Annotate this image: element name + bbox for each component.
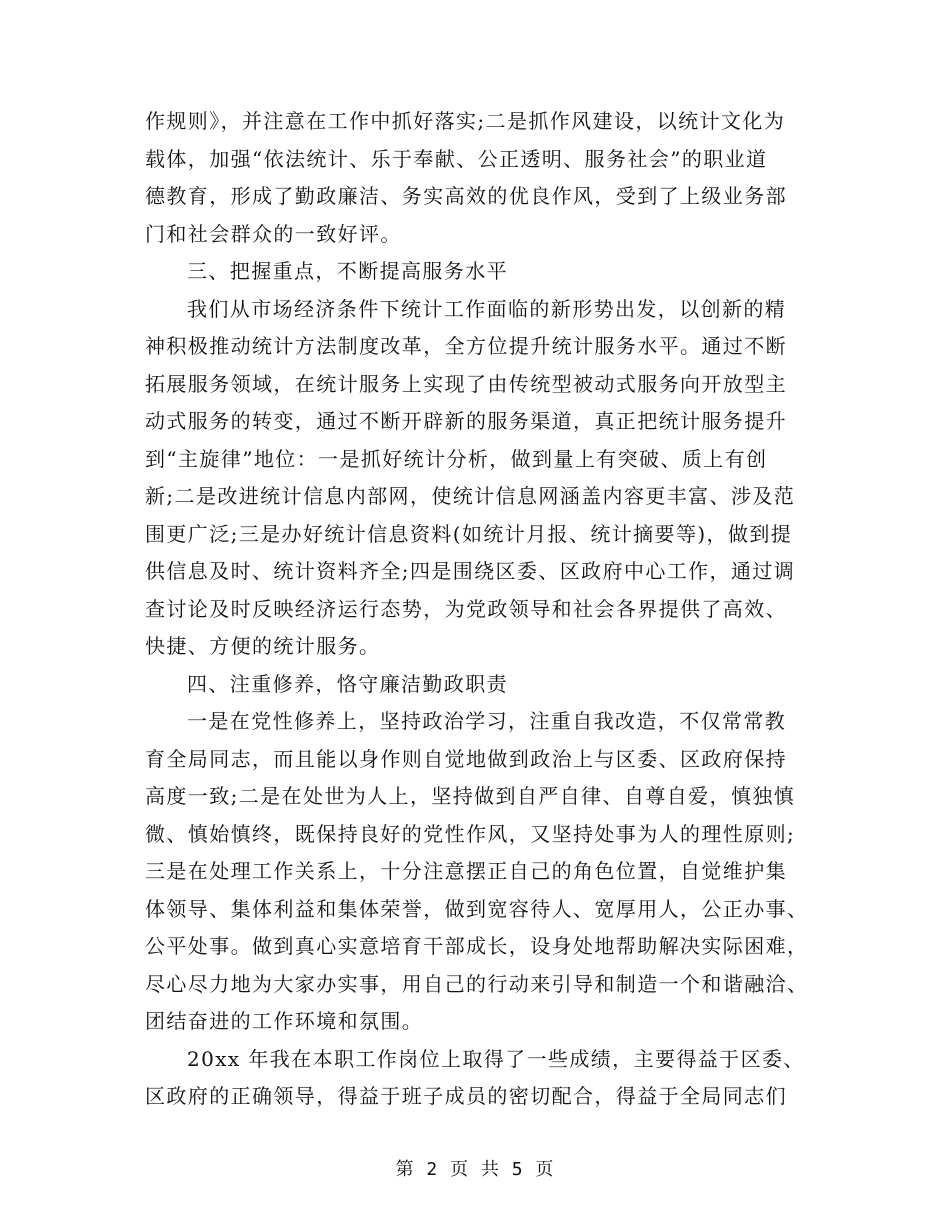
text-line: 团结奋进的工作环境和氛围。: [145, 1009, 424, 1033]
text-line: 作规则》，并注意在工作中抓好落实;二是抓作风建设，以统计文化为: [145, 109, 786, 133]
text-line: 一是在党性修养上，坚持政治学习，注重自我改造，不仅常常教: [187, 709, 787, 733]
text-line: 快捷、方便的统计服务。: [145, 634, 381, 658]
text-line: 载体，加强“依法统计、乐于奉献、公正透明、服务社会”的职业道: [145, 146, 768, 171]
text-line: 三是在处理工作关系上，十分注意摆正自己的角色位置，自觉维护集: [145, 859, 787, 883]
text-line: 微、慎始慎终，既保持良好的党性作风，又坚持处事为人的理性原则;: [145, 821, 796, 846]
text-line: 育全局同志，而且能以身作则自觉地做到政治上与区委、区政府保持: [145, 746, 787, 771]
text-line: 体领导、集体利益和集体荣誉，做到宽容待人、宽厚用人，公正办事、: [145, 896, 809, 921]
text-line: 动式服务的转变，通过不断开辟新的服务渠道，真正把统计服务提升: [145, 409, 787, 433]
text-line: 区政府的正确领导，得益于班子成员的密切配合，得益于全局同志们: [145, 1084, 787, 1108]
text-line: 尽心尽力地为大家办实事，用自己的行动来引导和制造一个和谐融洽、: [145, 971, 809, 996]
text-line: 德教育，形成了勤政廉洁、务实高效的优良作风，受到了上级业务部: [145, 184, 787, 208]
text-line: 到“主旋律”地位：一是抓好统计分析，做到量上有突破、质上有创: [145, 446, 768, 471]
text-line: 高度一致;二是在处世为人上，坚持做到自严自律、自尊自爱，慎独慎: [145, 784, 796, 808]
text-line: 公平处事。做到真心实意培育干部成长，设身处地帮助解决实际困难，: [145, 934, 809, 958]
text-line: 新;二是改进统计信息内部网，使统计信息网涵盖内容更丰富、涉及范: [145, 484, 796, 508]
page-footer: 第 2 页 共 5 页: [395, 1159, 555, 1180]
text-line: 三、把握重点，不断提高服务水平: [187, 259, 508, 283]
text-line: 查讨论及时反映经济运行态势，为党政领导和社会各界提供了高效、: [145, 596, 787, 621]
text-line: 神积极推动统计方法制度改革，全方位提升统计服务水平。通过不断: [145, 334, 787, 358]
text-line: 供信息及时、统计资料齐全;四是围绕区委、区政府中心工作，通过调: [145, 559, 796, 583]
text-line: 20xx 年我在本职工作岗位上取得了一些成绩，主要得益于区委、: [187, 1046, 805, 1071]
text-line: 门和社会群众的一致好评。: [145, 221, 402, 246]
text-line: 四、注重修养，恪守廉洁勤政职责: [187, 671, 508, 696]
text-line: 围更广泛;三是办好统计信息资料(如统计月报、统计摘要等)，做到提: [145, 521, 793, 546]
text-line: 拓展服务领域，在统计服务上实现了由传统型被动式服务向开放型主: [145, 371, 787, 396]
document-body: [145, 103, 809, 1116]
text-line: 我们从市场经济条件下统计工作面临的新形势出发，以创新的精: [187, 296, 787, 321]
